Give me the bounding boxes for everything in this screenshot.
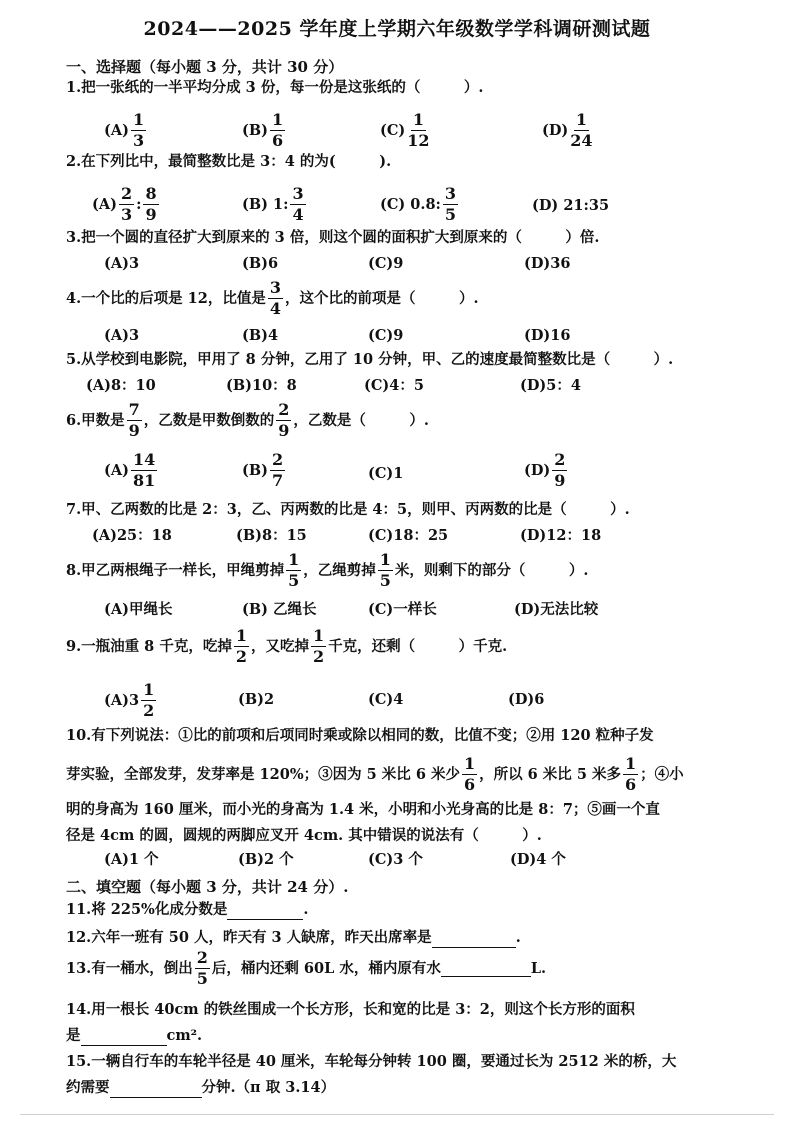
q8-option-a[interactable]: (A)甲绳长 bbox=[104, 601, 173, 618]
q7-option-c[interactable]: (C)18：25 bbox=[368, 527, 449, 544]
fraction: $\frac{2}{7}$ bbox=[271, 450, 284, 490]
q8-option-d[interactable]: (D)无法比较 bbox=[514, 601, 599, 618]
q9-option-c[interactable]: (C)4 bbox=[368, 691, 404, 708]
q10-option-a[interactable]: (A)1 个 bbox=[104, 851, 159, 868]
question-5: 5.从学校到电影院，甲用了 8 分钟，乙用了 10 分钟，甲、乙的速度最简整数比是（ ）. bbox=[66, 351, 674, 368]
q7-option-a[interactable]: (A)25：18 bbox=[92, 527, 172, 544]
q6-option-d[interactable]: (D) $\frac{2}{9}$ bbox=[524, 450, 566, 490]
fraction: $\frac{1}{24}$ bbox=[570, 110, 593, 150]
q4-option-b[interactable]: (B)4 bbox=[242, 327, 279, 344]
fraction: $\frac{8}{9}$ bbox=[145, 184, 157, 224]
answer-blank[interactable] bbox=[110, 1081, 202, 1098]
question-4: 4.一个比的后项是 12，比值是 $\frac{3}{4}$ ，这个比的前项是（ ）. bbox=[66, 278, 479, 318]
q5-option-b[interactable]: (B)10：8 bbox=[226, 377, 297, 394]
fraction: $\frac{7}{9}$ bbox=[128, 400, 140, 440]
q6-option-b[interactable]: (B) $\frac{2}{7}$ bbox=[242, 450, 284, 490]
q1-option-b[interactable]: (B) $\frac{1}{6}$ bbox=[242, 110, 284, 150]
question-11: 11.将 225%化成分数是 . bbox=[66, 901, 309, 918]
q1-option-c[interactable]: (C) $\frac{1}{12}$ bbox=[380, 110, 430, 150]
q2-option-c[interactable]: (C) 0.8: $\frac{3}{5}$ bbox=[380, 184, 457, 224]
q3-option-d[interactable]: (D)36 bbox=[524, 255, 571, 272]
question-13: 13.有一桶水，倒出 $\frac{2}{5}$ 后，桶内还剩 60L 水，桶内原有水 L. bbox=[66, 948, 547, 988]
question-1: 1.把一张纸的一半平均分成 3 份，每一份是这张纸的（ ）. bbox=[66, 79, 484, 96]
q1-option-a[interactable]: (A) $\frac{1}{3}$ bbox=[104, 110, 145, 150]
fraction: $\frac{2}{5}$ bbox=[196, 948, 208, 988]
answer-blank[interactable] bbox=[227, 903, 303, 920]
fraction: $\frac{3}{4}$ bbox=[269, 278, 282, 318]
question-7: 7.甲、乙两数的比是 2：3，乙、丙两数的比是 4：5，则甲、丙两数的比是（ ）. bbox=[66, 501, 630, 518]
fraction: $\frac{1}{6}$ bbox=[624, 754, 637, 794]
q4-option-a[interactable]: (A)3 bbox=[104, 327, 140, 344]
q2-option-d[interactable]: (D) 21:35 bbox=[532, 197, 610, 214]
fraction: $\frac{1}{6}$ bbox=[463, 754, 476, 794]
fraction: $\frac{1}{2}$ bbox=[235, 626, 247, 666]
question-6: 6.甲数是 $\frac{7}{9}$ ，乙数是甲数倒数的 $\frac{2}{9}$ ，乙数是（ ）. bbox=[66, 400, 429, 440]
q3-option-a[interactable]: (A)3 bbox=[104, 255, 140, 272]
q7-option-d[interactable]: (D)12：18 bbox=[520, 527, 602, 544]
question-8: 8.甲乙两根绳子一样长，甲绳剪掉 $\frac{1}{5}$ ，乙绳剪掉 $\frac{1}{5}$ 米，则剩下的部分（ ）. bbox=[66, 550, 589, 590]
question-14-line-2: 是 cm². bbox=[66, 1027, 203, 1044]
fraction: $\frac{2}{3}$ bbox=[120, 184, 133, 224]
answer-blank[interactable] bbox=[432, 931, 516, 948]
q3-option-b[interactable]: (B)6 bbox=[242, 255, 279, 272]
question-2: 2.在下列比中，最简整数比是 3：4 的为( ). bbox=[66, 153, 392, 170]
answer-blank[interactable] bbox=[441, 960, 531, 977]
fraction: $\frac{1}{12}$ bbox=[407, 110, 430, 150]
fraction: $\frac{1}{3}$ bbox=[132, 110, 145, 150]
q9-option-b[interactable]: (B)2 bbox=[238, 691, 275, 708]
question-10-line-3: 明的身高为 160 厘米，而小光的身高为 1.4 米，小明和小光身高的比是 8：7；⑤画一个直 bbox=[66, 801, 660, 818]
q5-option-c[interactable]: (C)4：5 bbox=[364, 377, 424, 394]
question-9: 9.一瓶油重 8 千克，吃掉 $\frac{1}{2}$ ，又吃掉 $\frac{1}{2}$ 千克，还剩（ ）千克. bbox=[66, 626, 508, 666]
question-15-line-1: 15.一辆自行车的车轮半径是 40 厘米，车轮每分钟转 100 圈，要通过长为 2512 米的桥，大 bbox=[66, 1053, 677, 1070]
q9-option-d[interactable]: (D)6 bbox=[508, 691, 545, 708]
fraction: $\frac{3}{5}$ bbox=[444, 184, 457, 224]
q9-option-a[interactable]: (A)3 $\frac{1}{2}$ bbox=[104, 680, 155, 720]
page-bottom-divider bbox=[20, 1114, 774, 1115]
q7-option-b[interactable]: (B)8：15 bbox=[236, 527, 307, 544]
q8-option-b[interactable]: (B) 乙绳长 bbox=[242, 601, 317, 618]
q6-option-a[interactable]: (A) $\frac{14}{81}$ bbox=[104, 450, 156, 490]
q8-option-c[interactable]: (C)一样长 bbox=[368, 601, 437, 618]
q5-option-a[interactable]: (A)8：10 bbox=[86, 377, 156, 394]
fraction: $\frac{1}{5}$ bbox=[288, 550, 300, 590]
fraction: $\frac{14}{81}$ bbox=[132, 450, 156, 490]
q4-option-d[interactable]: (D)16 bbox=[524, 327, 571, 344]
fraction: $\frac{1}{2}$ bbox=[143, 680, 155, 720]
q5-option-d[interactable]: (D)5：4 bbox=[520, 377, 581, 394]
q2-option-b[interactable]: (B) 1: $\frac{3}{4}$ bbox=[242, 184, 304, 224]
q4-option-c[interactable]: (C)9 bbox=[368, 327, 404, 344]
answer-blank[interactable] bbox=[81, 1029, 167, 1046]
q10-option-b[interactable]: (B)2 个 bbox=[238, 851, 294, 868]
fraction: $\frac{1}{5}$ bbox=[379, 550, 391, 590]
q1-option-d[interactable]: (D) $\frac{1}{24}$ bbox=[542, 110, 593, 150]
question-10-line-4: 径是 4cm 的圆，圆规的两脚应叉开 4cm. 其中错误的说法有（ ）. bbox=[66, 827, 542, 844]
fraction: $\frac{2}{9}$ bbox=[554, 450, 566, 490]
q10-option-c[interactable]: (C)3 个 bbox=[368, 851, 423, 868]
page-title: 2024——2025 学年度上学期六年级数学学科调研测试题 bbox=[143, 18, 651, 40]
fraction: $\frac{2}{9}$ bbox=[278, 400, 290, 440]
question-3: 3.把一个圆的直径扩大到原来的 3 倍，则这个圆的面积扩大到原来的（ ）倍. bbox=[66, 229, 600, 246]
q10-option-d[interactable]: (D)4 个 bbox=[510, 851, 566, 868]
question-12: 12.六年一班有 50 人，昨天有 3 人缺席，昨天出席率是 . bbox=[66, 929, 521, 946]
section-choice-heading: 一、选择题（每小题 3 分，共计 30 分） bbox=[66, 58, 344, 76]
fraction: $\frac{1}{6}$ bbox=[271, 110, 284, 150]
q2-option-a[interactable]: (A) $\frac{2}{3}$ : $\frac{8}{9}$ bbox=[92, 184, 157, 224]
q3-option-c[interactable]: (C)9 bbox=[368, 255, 404, 272]
q6-option-c[interactable]: (C)1 bbox=[368, 465, 404, 482]
question-10-line-2: 芽实验，全部发芽，发芽率是 120%；③因为 5 米比 6 米少 $\frac{1}{6}$ ，所以 6 米比 5 米多 $\frac{1}{6}$ ；④小 bbox=[66, 754, 684, 794]
section-fill-heading: 二、填空题（每小题 3 分，共计 24 分）. bbox=[66, 878, 349, 896]
fraction: $\frac{1}{2}$ bbox=[312, 626, 325, 666]
question-14-line-1: 14.用一根长 40cm 的铁丝围成一个长方形，长和宽的比是 3：2，则这个长方形的面积 bbox=[66, 1001, 635, 1018]
question-10-line-1: 10.有下列说法：①比的前项和后项同时乘或除以相同的数，比值不变；②用 120 粒种子发 bbox=[66, 727, 654, 744]
question-15-line-2: 约需要 分钟.（π 取 3.14） bbox=[66, 1079, 336, 1096]
fraction: $\frac{3}{4}$ bbox=[292, 184, 304, 224]
